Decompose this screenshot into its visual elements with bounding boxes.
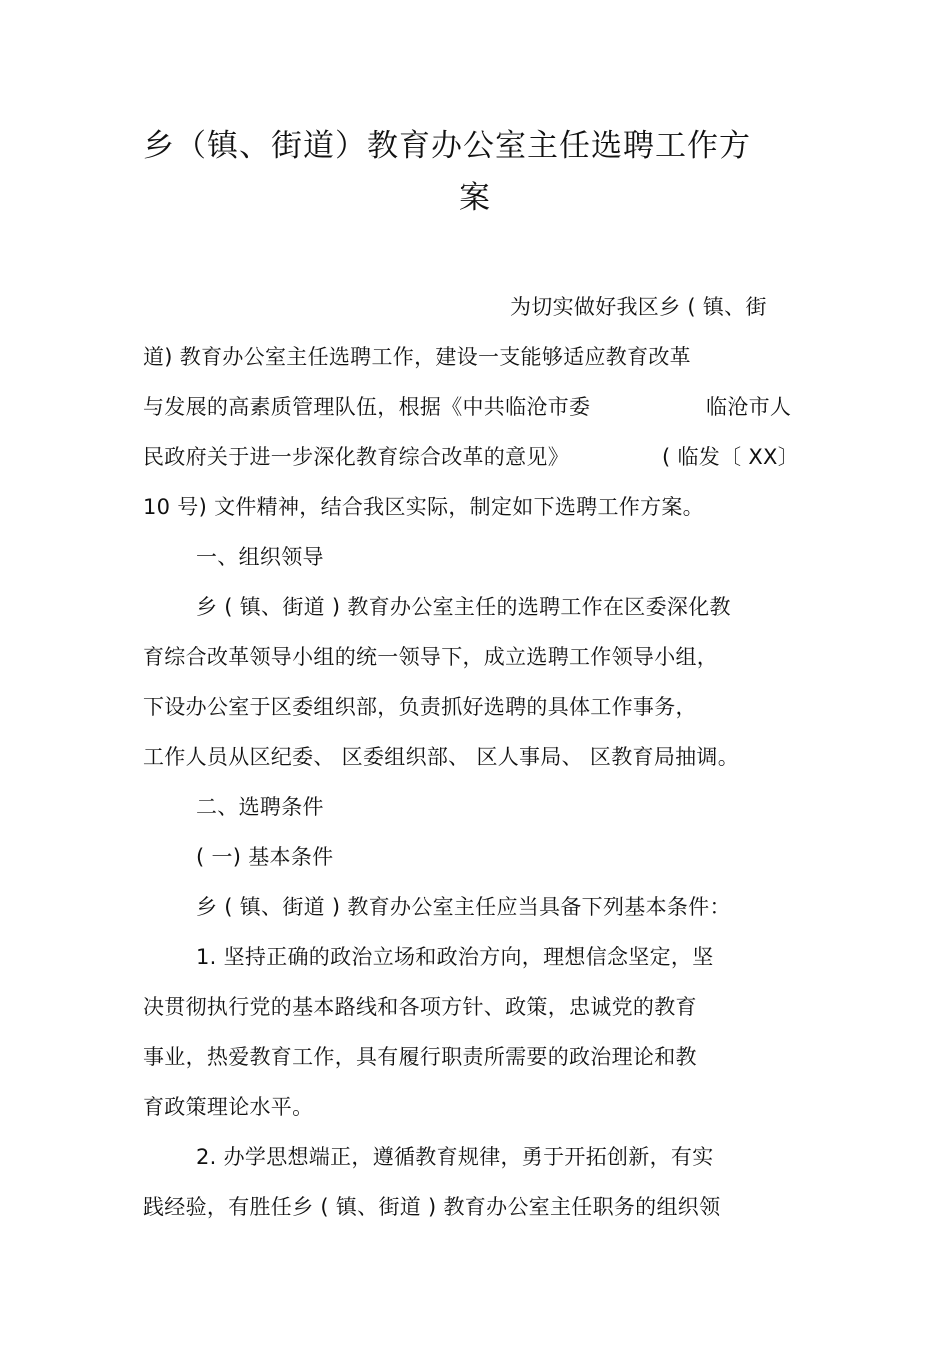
document-title-line-1: 乡（镇、街道）教育办公室主任选聘工作方 bbox=[143, 128, 751, 164]
paragraph-line: 为切实做好我区乡 ( 镇、街 bbox=[510, 295, 767, 319]
paragraph-line: 事业，热爱教育工作，具有履行职责所需要的政治理论和教 bbox=[143, 1045, 697, 1069]
paragraph-line: 道) 教育办公室主任选聘工作，建设一支能够适应教育改革 bbox=[143, 345, 691, 369]
paragraph-line: 工作人员从区纪委、 区委组织部、 区人事局、 区教育局抽调。 bbox=[143, 745, 740, 769]
paragraph-line: 育综合改革领导小组的统一领导下，成立选聘工作领导小组， bbox=[143, 645, 719, 669]
paragraph-line: 践经验，有胜任乡 ( 镇、街道 ) 教育办公室主任职务的组织领 bbox=[143, 1195, 721, 1219]
paragraph-line: 下设办公室于区委组织部，负责抓好选聘的具体工作事务， bbox=[143, 695, 697, 719]
section-heading: 二、选聘条件 bbox=[196, 795, 324, 819]
paragraph-line: 2. 办学思想端正，遵循教育规律，勇于开拓创新，有实 bbox=[196, 1145, 714, 1169]
paragraph-line: 与发展的高素质管理队伍，根据《中共临沧市委 bbox=[143, 395, 591, 419]
paragraph-line: 乡 ( 镇、街道 ) 教育办公室主任的选聘工作在区委深化教 bbox=[196, 595, 731, 619]
paragraph-line: 10 号) 文件精神，结合我区实际，制定如下选聘工作方案。 bbox=[143, 495, 704, 519]
document-title-line-2: 案 bbox=[459, 180, 491, 216]
paragraph-line: 育政策理论水平。 bbox=[143, 1095, 314, 1119]
section-heading: 一、组织领导 bbox=[196, 545, 324, 569]
paragraph-line: 决贯彻执行党的基本路线和各项方针、政策，忠诚党的教育 bbox=[143, 995, 697, 1019]
subsection-heading: ( 一) 基本条件 bbox=[196, 845, 334, 869]
paragraph-line: ( 临发〔 XX〕 bbox=[662, 445, 800, 469]
paragraph-line: 1. 坚持正确的政治立场和政治方向，理想信念坚定，坚 bbox=[196, 945, 714, 969]
paragraph-line: 乡 ( 镇、街道 ) 教育办公室主任应当具备下列基本条件： bbox=[196, 895, 731, 919]
paragraph-line: 临沧市人 bbox=[706, 395, 792, 419]
paragraph-line: 民政府关于进一步深化教育综合改革的意见》 bbox=[143, 445, 569, 469]
